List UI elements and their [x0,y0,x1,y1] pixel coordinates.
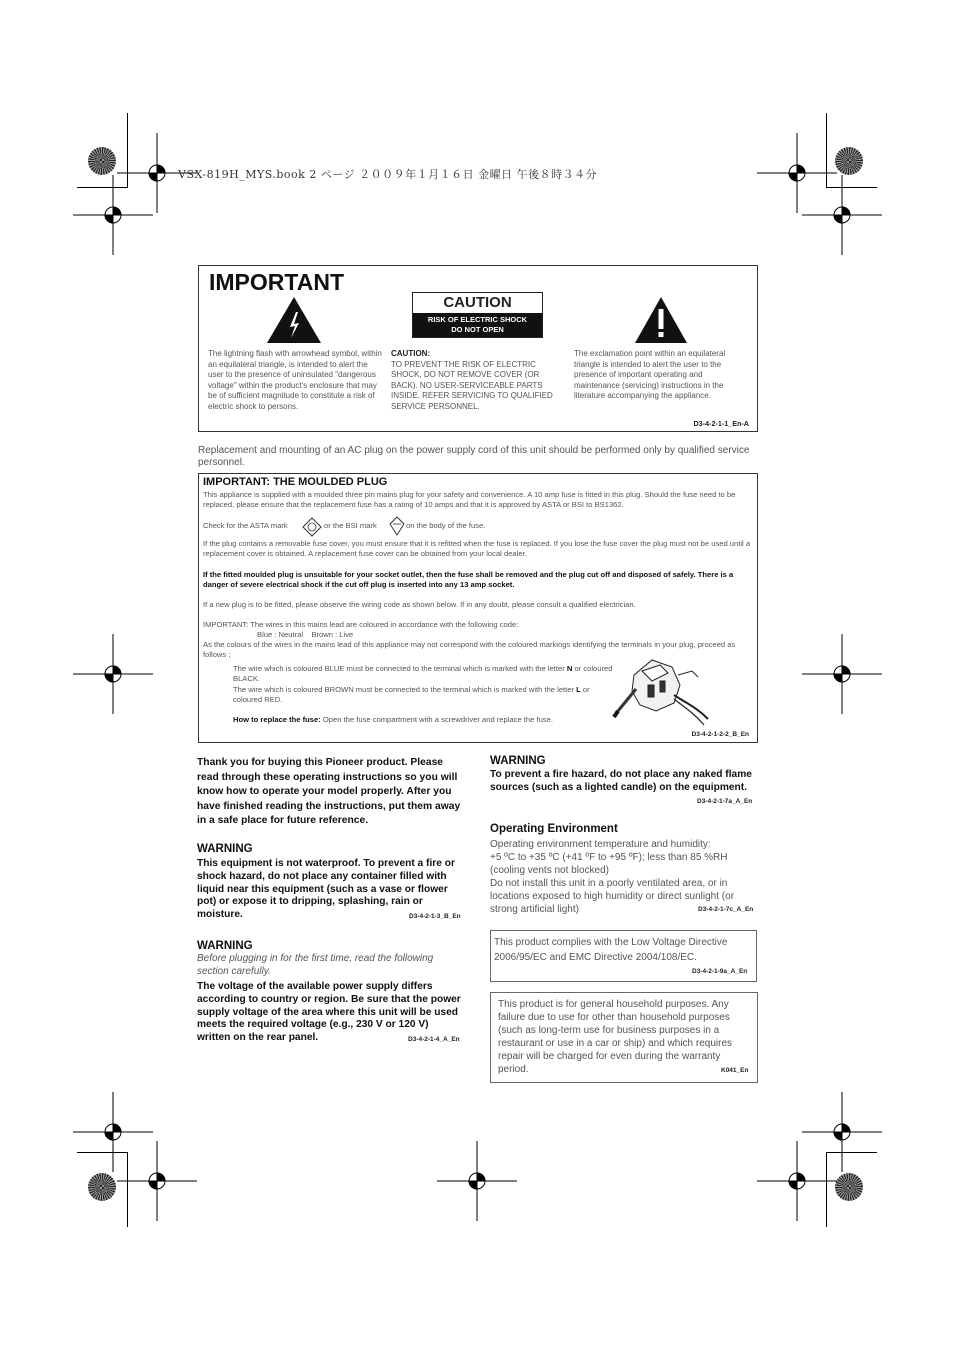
warning1-code: D3-4-2-1-3_B_En [409,913,461,920]
fuse-replace-text: Open the fuse compartment with a screwdriver and replace the fuse. [320,715,553,724]
right-warning-title: WARNING [490,755,546,767]
fuse-replace-instruction [233,715,633,725]
blue-wire-instruction [233,664,613,684]
moulded-plug-para5: If a new plug is to be fitted, please observe the wiring code as shown below. If in any doubt, please consult a qualified electrician. [203,600,636,609]
important-title: IMPORTANT [209,269,345,295]
household-code: K041_En [721,1067,749,1074]
caution-risk-banner [413,313,542,337]
asta-mark-icon [302,517,322,537]
blue-wire-text1: The wire which is coloured BLUE must be connected to the terminal which is marked with the letter [233,664,567,673]
operating-environment-body [490,838,758,916]
env-text2: +5 ºC to +35 ºC (+41 ºF to +95 ºF); less than 85 %RH (cooling vents not blocked) [490,852,728,876]
brown-wire-text2: or coloured RED. [233,685,590,704]
asta-suffix: on the body of the fuse. [406,521,486,530]
moulded-plug-para6a: IMPORTANT: The wires in this mains lead are coloured in accordance with the following code: [203,620,519,629]
lightning-warning-icon [267,297,321,343]
exclamation-description: The exclamation point within an equilateral triangle is intended to alert the user to the presence of important operating and maintenance (servicing) instructions in the literature accompanying the appliance. [574,349,726,401]
right-warning-text: To prevent a fire hazard, do not place any naked flame sources (such as a lighted candle) on the equipment. [490,769,752,793]
moulded-plug-para4: If the fitted moulded plug is unsuitable for your socket outlet, then the fuse shall be removed and the plug cut off and disposed of safely. There is a danger of severe electrical shock if the cut off plug is inserted into any 13 amp socket. [203,570,734,589]
operating-environment-title: Operating Environment [490,823,618,835]
right-warning-code: D3-4-2-1-7a_A_En [697,798,753,805]
asta-middle: or the BSI mark [324,521,377,530]
warning1-title: WARNING [197,843,253,855]
plug-screwdriver-illustration [612,655,712,727]
warning2-text: The voltage of the available power supply differs according to country or region. Be sure that the power supply voltage of the area where this unit will be used meets the required voltage (e.g., 230 V or 120 V) written on the rear panel. [197,981,461,1044]
moulded-plug-para3: If the plug contains a removable fuse cover, you must ensure that it is refitted when the fuse is replaced. If you lose the fuse cover the plug must not be used until a replacement cover is obtained. A replacement fuse cover can be obtained from your local dealer. [203,539,751,558]
warning2-title: WARNING [197,940,253,952]
caution-risk-line2: DO NOT OPEN [451,325,504,334]
lvd-text: This product complies with the Low Voltage Directive 2006/95/EC and EMC Directive 2004/108/EC. [494,937,728,963]
caution-text: TO PREVENT THE RISK OF ELECTRIC SHOCK, DO NOT REMOVE COVER (OR BACK). NO USER-SERVICEABLE PARTS INSIDE. REFER SERVICING TO QUALIFIED SERVICE PERSONNEL. [391,359,553,411]
asta-prefix: Check for the ASTA mark [203,521,288,530]
caution-label: CAUTION [443,294,512,311]
replacement-notice: Replacement and mounting of an AC plug on the power supply cord of this unit should be performed only by qualified service personnel. [198,445,750,468]
fuse-replace-label: How to replace the fuse: [233,715,321,724]
moulded-plug-para1: This appliance is supplied with a moulded three pin mains plug for your safety and convenience. A 10 amp fuse is fitted in this plug. Should the fuse need to be replaced, please ensure that the replacement fuse has a rating of 10 amps and that it is approved by ASTA or BSI to BS1362. [203,490,736,509]
file-header-line: VSX-819H_MYS.book 2 ページ ２００９年１月１６日 金曜日 午後８時３４分 [178,168,598,181]
caution-risk-line1: RISK OF ELECTRIC SHOCK [427,315,528,324]
household-text: This product is for general household purposes. Any failure due to use for other than household purposes (such as long-term use for business purposes in a restaurant or use in a car or ship) and which requires repair will be charged for even during the warranty period. [498,999,733,1075]
moulded-plug-code: D3-4-2-1-2-2_B_En [691,731,749,738]
brown-wire-text1: The wire which is coloured BROWN must be connected to the terminal which is marked with the letter [233,685,577,694]
warning2-code: D3-4-2-1-4_A_En [408,1036,460,1043]
env-code: D3-4-2-1-7c_A_En [698,906,754,913]
blue-wire-text2: or coloured BLACK. [233,664,613,683]
warning2-italic-note: Before plugging in for the first time, read the following section carefully. [197,953,434,977]
moulded-plug-para7: As the colours of the wires in the mains lead of this appliance may not correspond with the coloured markings identifying the terminals in your plug, proceed as follows ; [203,640,736,659]
moulded-plug-para6b: Blue : Neutral Brown : Live [257,630,354,639]
blue-wire-letter: N [566,664,573,673]
lightning-description: The lightning flash with arrowhead symbol, within an equilateral triangle, is intended to alert the user to the presence of uninsulated "dangerous voltage" within the product's enclosure that may be of sufficient magnitude to constitute a risk of electric shock to persons. [208,349,382,411]
lvd-code: D3-4-2-1-9a_A_En [692,968,748,975]
asta-check-line [203,515,755,537]
env-text3: Do not install this unit in a poorly ventilated area, or in locations exposed to high humidity or direct sunlight (or strong artificial light) [490,878,735,915]
important-code: D3-4-2-1-1_En-A [693,419,749,428]
brown-wire-instruction [233,685,613,705]
warning1-text: This equipment is not waterproof. To prevent a fire or shock hazard, do not place any container filled with liquid near this equipment (such as a vase or flower pot) or expose it to dripping, splashing, rain or moisture. [197,858,455,921]
moulded-plug-title: IMPORTANT: THE MOULDED PLUG [203,476,388,488]
caution-label-box [412,292,543,338]
brown-wire-letter: L [576,685,581,694]
exclamation-warning-icon [635,297,687,343]
caution-heading: CAUTION: [391,349,431,358]
env-text1: Operating environment temperature and humidity: [490,839,711,850]
thanks-message: Thank you for buying this Pioneer product. Please read through these operating instructions so you will know how to operate your model properly. After you have finished reading the instructions, put them away in a safe place for future reference. [197,757,461,827]
bsi-kitemark-icon [388,516,406,536]
caution-description [391,349,563,413]
